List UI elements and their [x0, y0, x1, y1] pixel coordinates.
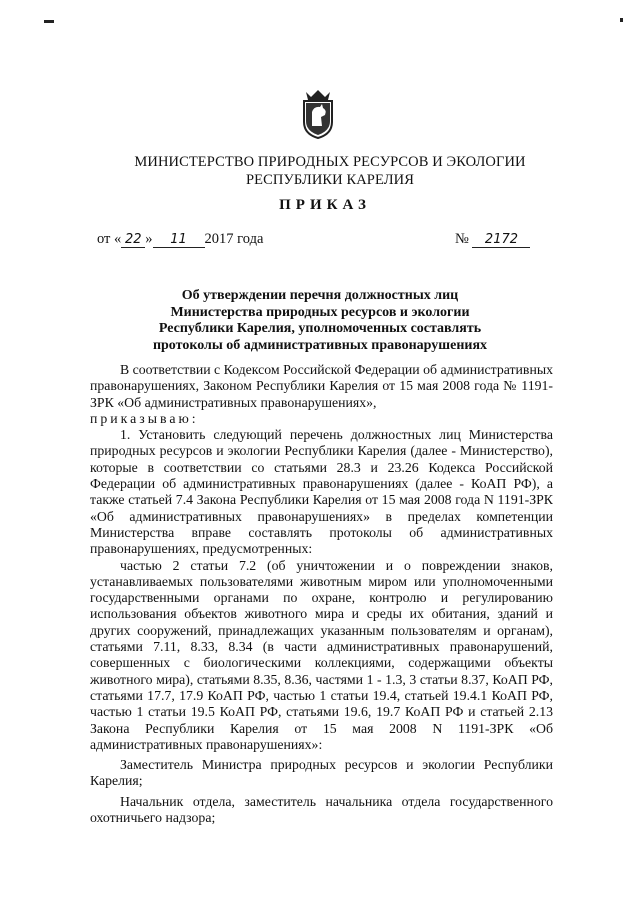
coat-of-arms-icon [298, 88, 338, 140]
heading-line: Об утверждении перечня должностных лиц [181, 288, 459, 303]
ministry-line: МИНИСТЕРСТВО ПРИРОДНЫХ РЕСУРСОВ И ЭКОЛОГИИ [134, 154, 526, 170]
heading-line: Министерства природных ресурсов и экологии [170, 304, 470, 320]
body-paragraph: Заместитель Министра природных ресурсов и экологии Республики Карелия; [90, 757, 553, 789]
scan-mark [44, 20, 54, 23]
number-value: 2172 [472, 232, 530, 248]
order-title: ПРИКАЗ [279, 197, 371, 213]
scan-mark [620, 18, 623, 22]
order-number [455, 231, 530, 248]
ministry-name [100, 153, 560, 189]
date-year: 2017 года [204, 231, 264, 247]
number-prefix: № [455, 231, 469, 247]
heading-line: протоколы об административных правонарушениях [152, 337, 488, 353]
date-prefix: от « [97, 231, 122, 247]
order-heading [120, 288, 520, 354]
body-paragraph: частью 2 статьи 7.2 (об уничтожении и о повреждении знаков, устанавливаемых пользователями животным миром или уполномоченными государственными органами по охране, контролю и регулированию использования объектов животного мира и среды их обитания, зданий и других сооружений, принадлежащих указанным пользователям и органам), статьями 7.11, 8.33, 8.34 (в части административных правонарушений, совершенных с биологическими коллекциями, содержащими объекты животного мира), статьями 8.35, 8.36, частями 1 - 1.3, 3 статьи 8.37, КоАП РФ, статьями 17.7, 17.9 КоАП РФ, частью 1 статьи 19.4, статьей 19.4.1 КоАП РФ, частью 1 статьи 19.5 КоАП РФ, статьями 19.6, 19.7 КоАП РФ и статьей 2.13 Закона Республики Карелия от 15 мая 2008 N 1191-ЗРК «Об административных правонарушениях»: [90, 557, 553, 752]
date-month: 11 [153, 232, 205, 248]
date-day: 22 [121, 232, 145, 248]
body-paragraph: 1. Установить следующий перечень должностных лиц Министерства природных ресурсов и экологии Республики Карелия (далее - Министерство), которые в соответствии со статьями 28.3 и 23.26 Кодекса Российской Федерации об административных правонарушениях (далее - КоАП РФ), а также статьей 7.4 Закона Республики Карелия от 15 мая 2008 года N 1191-ЗРК «Об административных правонарушениях» в пределах компетенции Министерства вправе составлять протоколы об административных правонарушениях, предусмотренных: [90, 427, 553, 557]
order-body [90, 362, 553, 826]
body-paragraph: В соответствии с Кодексом Российской Федерации об административных правонарушениях, Законом Республики Карелия от 15 мая 2008 года № 1191-ЗРК «Об административных правонарушениях», [90, 362, 553, 410]
prikazyvayu-text: приказываю: [90, 410, 199, 426]
ministry-line: РЕСПУБЛИКИ КАРЕЛИЯ [245, 172, 415, 188]
body-paragraph: Начальник отдела, заместитель начальника отдела государственного охотничьего надзора; [90, 793, 553, 826]
order-date [97, 231, 263, 248]
date-mid: » [145, 231, 153, 247]
heading-line: Республики Карелия, уполномоченных составлять [158, 321, 482, 336]
